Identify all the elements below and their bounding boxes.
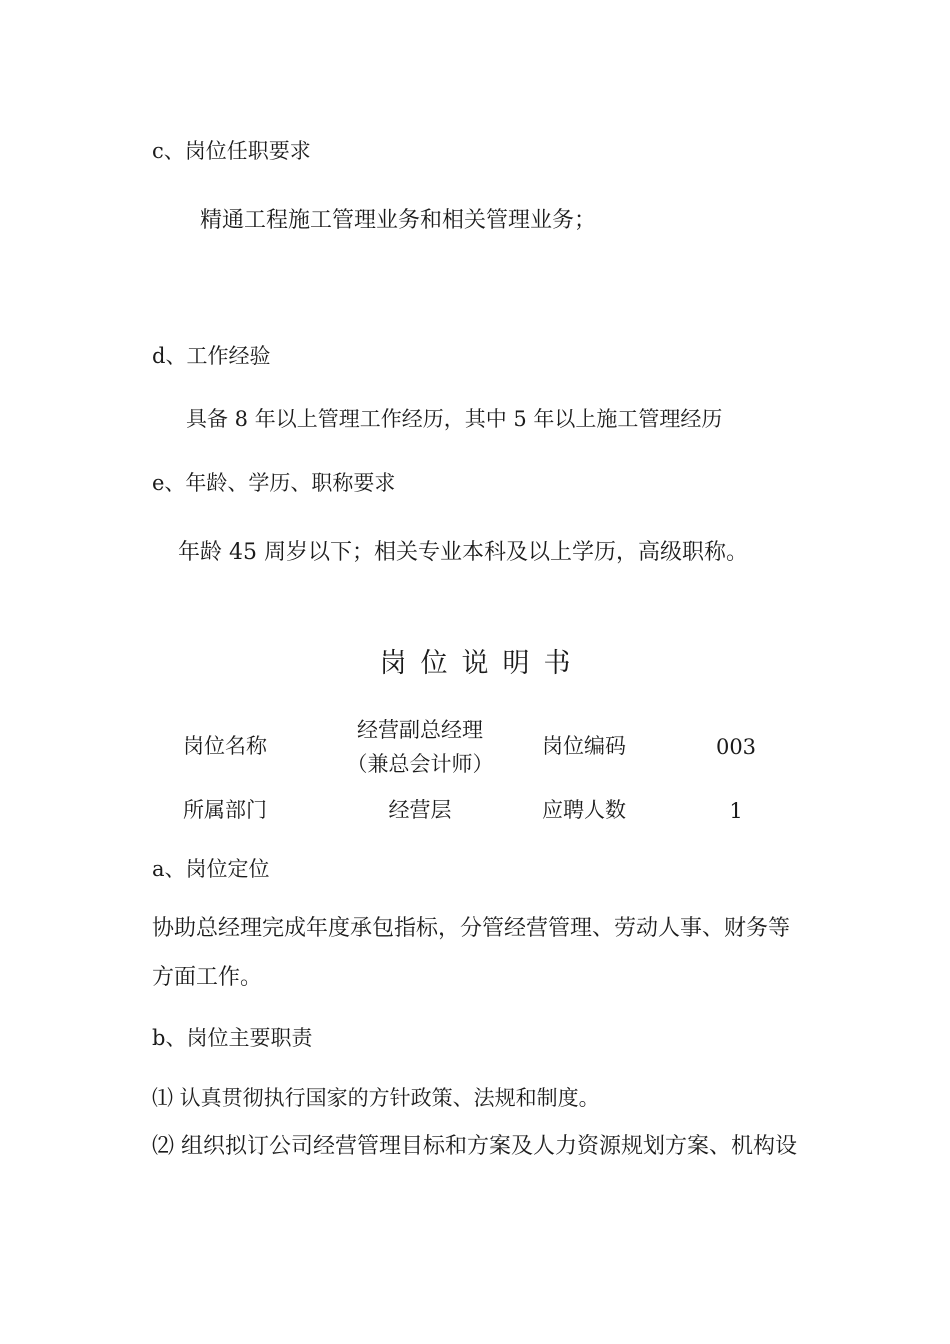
label-department: 所属部门	[183, 798, 267, 822]
section-d-body: 具备 8 年以上管理工作经历，其中 5 年以上施工管理经历	[186, 407, 723, 431]
value-department: 经营层	[388, 798, 452, 822]
section-a-body-line1: 协助总经理完成年度承包指标，分管经营管理、劳动人事、财务等	[152, 916, 791, 941]
value-position-name-line1: 经营副总经理	[357, 718, 483, 742]
section-b-heading: b、岗位主要职责	[152, 1026, 313, 1050]
section-e-heading: e、年龄、学历、职称要求	[152, 471, 396, 495]
document-title: 岗位说明书	[379, 648, 585, 679]
section-b-item-2: ⑵ 组织拟订公司经营管理目标和方案及人力资源规划方案、机构设	[152, 1134, 797, 1159]
section-b-item-1: ⑴ 认真贯彻执行国家的方针政策、法规和制度。	[152, 1086, 600, 1110]
section-c-body: 精通工程施工管理业务和相关管理业务；	[200, 208, 597, 233]
value-headcount: 1	[729, 799, 743, 823]
section-a-heading: a、岗位定位	[152, 857, 270, 881]
value-position-name-line2: （兼总会计师）	[346, 752, 494, 776]
section-d-heading: d、工作经验	[152, 344, 271, 368]
section-e-body: 年龄 45 周岁以下；相关专业本科及以上学历，高级职称。	[178, 540, 748, 565]
section-a-body-line2: 方面工作。	[152, 965, 263, 990]
section-c-heading: c、岗位任职要求	[152, 139, 311, 163]
value-position-code: 003	[715, 735, 757, 759]
label-position-code: 岗位编码	[542, 734, 626, 758]
label-position-name: 岗位名称	[183, 734, 267, 758]
label-headcount: 应聘人数	[542, 798, 626, 822]
